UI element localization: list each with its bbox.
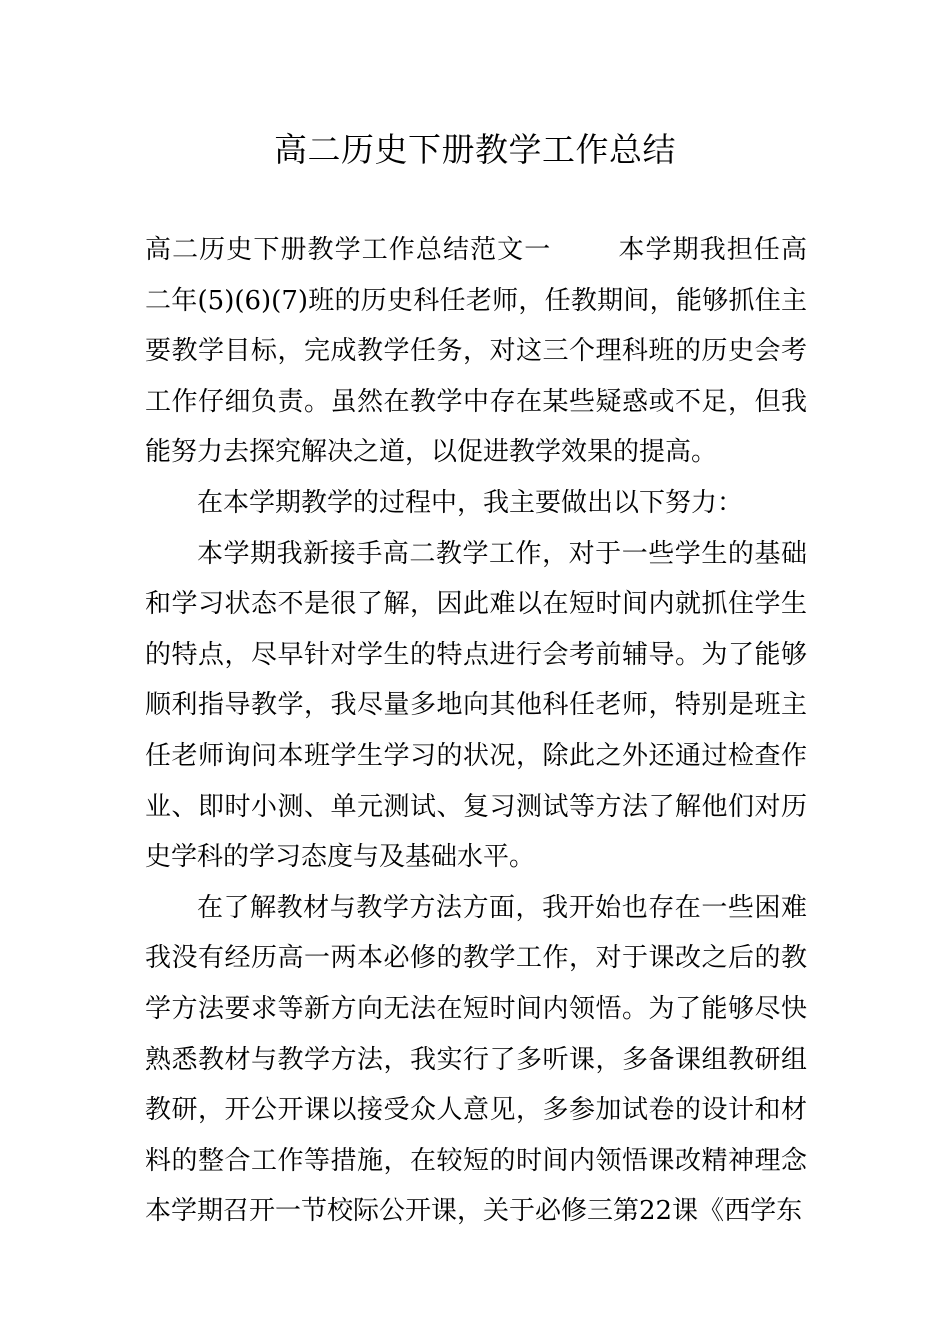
paragraph: 在了解教材与教学方法方面，我开始也存在一些困难我没有经历高一两本必修的教学工作，对于课改之后的教学方法要求等新方向无法在短时间内领悟。为了能够尽快熟悉教材与教学方法，我实行了多听课，多备课组教研组教研，开公开课以接受众人意见，多参加试卷的设计和材料的整合工作等措施，在较短的时间内领悟课改精神理念本学期召开一节校际公开课，关于必修三第22课《西学东 bbox=[145, 892, 807, 1227]
paragraph: 本学期我新接手高二教学工作，对于一些学生的基础和学习状态不是很了解，因此难以在短时间内就抓住学生的特点，尽早针对学生的特点进行会考前辅导。为了能够顺利指导教学，我尽量多地向其他科任老师，特别是班主任老师询问本班学生学习的状况，除此之外还通过检查作业、即时小测、单元测试、复习测试等方法了解他们对历史学科的学习态度与及基础水平。 bbox=[145, 538, 807, 873]
paragraph-text: 本学期我担任高二年(5)(6)(7)班的历史科任老师，任教期间，能够抓住主要教学目标，完成教学任务，对这三个理科班的历史会考工作仔细负责。虽然在教学中存在某些疑惑或不足，但我能努力去探究解决之道，以促进教学效果的提高。 bbox=[145, 235, 807, 468]
document-body bbox=[145, 225, 807, 1237]
document-title: 高二历史下册教学工作总结 bbox=[274, 130, 676, 169]
paragraph-intro bbox=[145, 225, 807, 478]
intro-label: 高二历史下册教学工作总结范文一 bbox=[145, 235, 552, 265]
paragraph: 在本学期教学的过程中，我主要做出以下努力： bbox=[197, 487, 744, 518]
